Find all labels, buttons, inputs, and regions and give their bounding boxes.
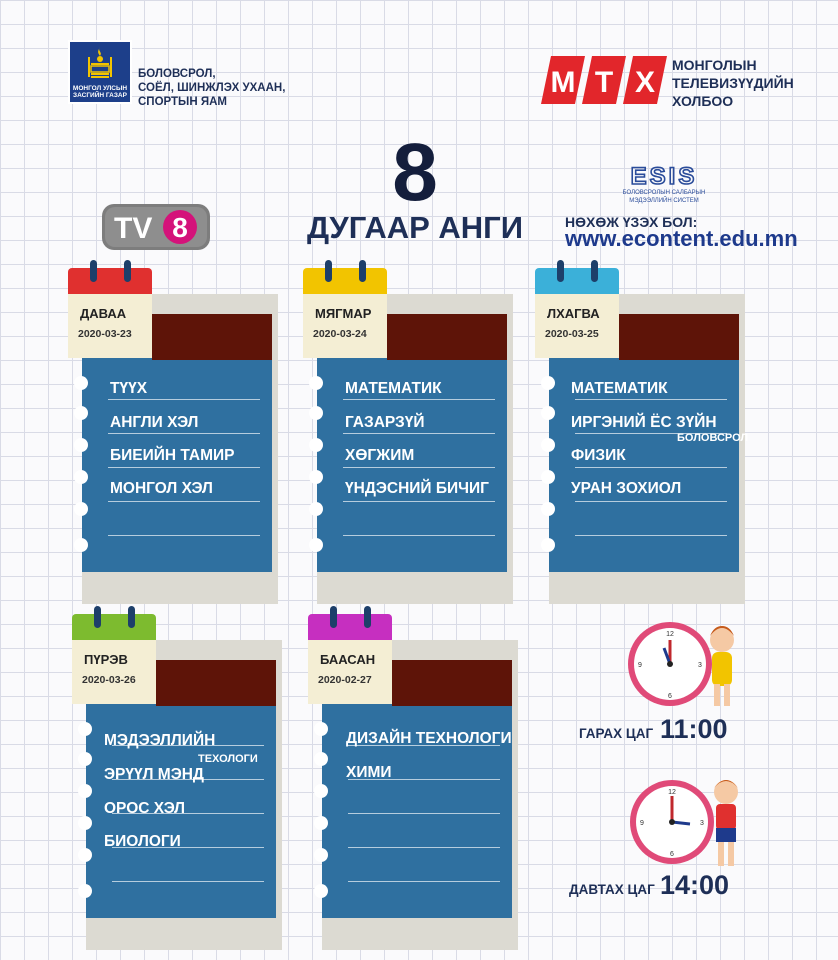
card-header-band [392, 660, 512, 706]
binder-hole [541, 470, 555, 484]
esis-caption-line1: БОЛОВСРОЛЫН САЛБАРЫН [622, 190, 706, 196]
binder-hole [74, 438, 88, 452]
svg-text:9: 9 [638, 662, 642, 669]
ring-icon [330, 606, 337, 628]
subject-line [112, 852, 264, 882]
subject-item: МЭДЭЭЛЛИЙН [104, 732, 216, 749]
mtx-name-line2: ТЕЛЕВИЗҮҮДИЙН [672, 75, 794, 91]
binder-hole [78, 884, 92, 898]
mtx-logo [541, 56, 667, 104]
svg-text:6: 6 [668, 693, 672, 700]
subject-item: МАТЕМАТИК [571, 380, 668, 397]
calendar-tab-top [303, 268, 387, 294]
binder-hole [541, 376, 555, 390]
subject-line [575, 506, 727, 536]
binder-hole [314, 816, 328, 830]
binder-hole [74, 406, 88, 420]
ring-icon [128, 606, 135, 628]
calendar-paper [308, 640, 392, 704]
subject-item: МАТЕМАТИК [345, 380, 442, 397]
calendar-paper [68, 294, 152, 358]
day-name: ДАВАА [80, 306, 127, 321]
svg-text:6: 6 [670, 851, 674, 858]
day-date: 2020-03-24 [313, 328, 367, 340]
mtx-letter-2: Т [594, 66, 614, 99]
subject-item: ГАЗАРЗҮЙ [345, 414, 425, 431]
day-card-monday [68, 266, 298, 606]
binder-hole [309, 470, 323, 484]
esis-logo-text: ESIS [630, 163, 698, 190]
subject-item: МОНГОЛ ХЭЛ [110, 480, 213, 497]
repeat-time-label: ДАВТАХ ЦАГ [569, 882, 655, 897]
day-name: ПҮРЭВ [84, 652, 128, 667]
subject-item: ИРГЭНИЙ ЁС ЗҮЙН [571, 414, 717, 431]
day-date: 2020-03-23 [78, 328, 132, 340]
day-card-thursday [72, 612, 302, 952]
ring-icon [90, 260, 97, 282]
mtx-name-line1: МОНГОЛЫН [672, 57, 757, 73]
binder-hole [74, 502, 88, 516]
air-time-label: ГАРАХ ЦАГ [579, 726, 654, 741]
air-time-clock-illustration [622, 612, 742, 714]
ring-icon [94, 606, 101, 628]
calendar-paper [72, 640, 156, 704]
ring-icon [124, 260, 131, 282]
subject-item: ХӨГЖИМ [345, 447, 415, 464]
subject-item: ДИЗАЙН ТЕХНОЛОГИ [346, 730, 512, 747]
binder-hole [309, 502, 323, 516]
card-header-band [156, 660, 276, 706]
svg-text:3: 3 [700, 820, 704, 827]
watch-url[interactable]: www.econtent.edu.mn [565, 226, 798, 251]
ministry-name-line3: СПОРТЫН ЯАМ [138, 96, 227, 108]
subject-item: АНГЛИ ХЭЛ [110, 414, 199, 431]
calendar-tab-top [308, 614, 392, 640]
esis-logo [622, 160, 706, 204]
ministry-emblem-caption: МОНГОЛ УЛСЫН ЗАСГИЙН ГАЗАР [72, 85, 128, 99]
calendar-tab [68, 266, 152, 362]
calendar-paper [535, 294, 619, 358]
subject-note: ТЕХОЛОГИ [198, 753, 258, 765]
binder-hole [78, 816, 92, 830]
calendar-tab-top [68, 268, 152, 294]
subject-item: ҮНДЭСНИЙ БИЧИГ [345, 480, 489, 497]
mtx-letter-1: М [550, 66, 576, 99]
svg-text:3: 3 [698, 662, 702, 669]
calendar-tab [303, 266, 387, 362]
ministry-name [138, 67, 308, 109]
card-header-band [152, 314, 272, 360]
svg-text:9: 9 [640, 820, 644, 827]
mtx-name [672, 56, 794, 110]
ministry-emblem [68, 40, 132, 104]
day-card-friday [308, 612, 538, 952]
calendar-tab-top [72, 614, 156, 640]
svg-text:12: 12 [666, 631, 674, 638]
binder-hole [78, 848, 92, 862]
calendar-tab-top [535, 268, 619, 294]
subject-item: БИОЛОГИ [104, 833, 181, 850]
day-date: 2020-03-25 [545, 328, 599, 340]
ministry-name-line2: СОЁЛ, ШИНЖЛЭХ УХААН, [138, 82, 286, 94]
subject-item: ХИМИ [346, 764, 392, 781]
subject-line [348, 784, 500, 814]
calendar-paper [303, 294, 387, 358]
subject-item: БИЕИЙН ТАМИР [110, 447, 235, 464]
card-header-band [387, 314, 507, 360]
watch-label: НӨХӨЖ ҮЗЭХ БОЛ: [565, 214, 698, 230]
binder-hole [541, 438, 555, 452]
calendar-tab [72, 612, 156, 708]
air-time-value: 11:00 [660, 714, 728, 744]
binder-hole [309, 538, 323, 552]
day-name: БААСАН [320, 652, 376, 667]
repeat-time-value: 14:00 [660, 870, 730, 900]
subject-line [348, 818, 500, 848]
day-name: ЛХАГВА [547, 306, 600, 321]
calendar-tab [535, 266, 619, 362]
ring-icon [325, 260, 332, 282]
subject-item: ФИЗИК [571, 447, 626, 464]
tv8-text: TV [114, 212, 153, 245]
binder-hole [78, 752, 92, 766]
day-name: МЯГМАР [315, 306, 372, 321]
binder-hole [74, 538, 88, 552]
binder-hole [74, 470, 88, 484]
binder-hole [314, 722, 328, 736]
subject-line [108, 506, 260, 536]
binder-hole [309, 406, 323, 420]
ring-icon [359, 260, 366, 282]
card-header-band [619, 314, 739, 360]
ring-icon [557, 260, 564, 282]
binder-hole [309, 438, 323, 452]
grade-number: 8 [392, 127, 438, 218]
ring-icon [591, 260, 598, 282]
day-card-wednesday [535, 266, 765, 606]
binder-hole [314, 784, 328, 798]
day-date: 2020-02-27 [318, 674, 372, 686]
repeat-time-clock-illustration [624, 770, 744, 874]
mtx-letter-3: Х [634, 66, 656, 99]
subject-item: ОРОС ХЭЛ [104, 800, 186, 817]
mtx-name-line3: ХОЛБОО [672, 93, 734, 109]
svg-text:12: 12 [668, 789, 676, 796]
soyombo-icon [85, 45, 115, 81]
binder-hole [78, 722, 92, 736]
esis-caption-line2: МЭДЭЭЛЛИЙН СИСТЕМ [629, 198, 699, 204]
tv8-number: 8 [172, 212, 188, 243]
binder-hole [314, 884, 328, 898]
binder-hole [309, 376, 323, 390]
subject-item: ЭРҮҮЛ МЭНД [104, 766, 204, 783]
subject-line [343, 506, 495, 536]
binder-hole [314, 752, 328, 766]
binder-hole [74, 376, 88, 390]
binder-hole [541, 406, 555, 420]
grade-label: ДУГААР АНГИ [306, 210, 524, 245]
tv8-logo [102, 204, 210, 250]
subject-item: ТҮҮХ [110, 380, 148, 397]
binder-hole [541, 538, 555, 552]
binder-hole [78, 784, 92, 798]
calendar-tab [308, 612, 392, 708]
binder-hole [541, 502, 555, 516]
ring-icon [364, 606, 371, 628]
binder-hole [314, 848, 328, 862]
subject-note: БОЛОВСРОЛ [677, 432, 749, 444]
subject-item: УРАН ЗОХИОЛ [571, 480, 682, 497]
subject-line [348, 852, 500, 882]
day-date: 2020-03-26 [82, 674, 136, 686]
ministry-name-line1: БОЛОВСРОЛ, [138, 68, 216, 80]
day-card-tuesday [303, 266, 533, 606]
